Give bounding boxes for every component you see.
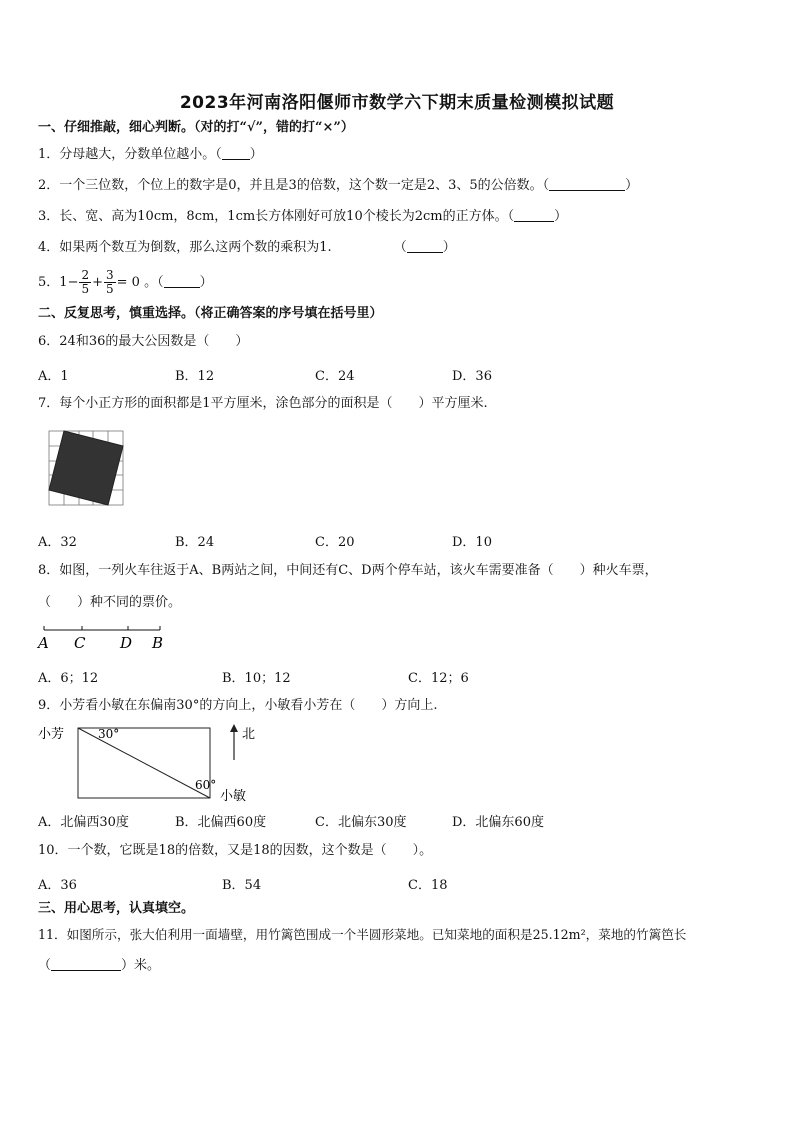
option-c[interactable]: C．20 (315, 535, 355, 550)
answer-blank[interactable] (549, 177, 625, 191)
option-c[interactable]: C．18 (408, 878, 448, 893)
station-line (36, 622, 176, 652)
question-1 (38, 146, 263, 164)
label-xiaomin: 小敏 (220, 789, 247, 804)
paren-close: ） (442, 240, 456, 255)
question-6: 6．24和36的最大公因数是（ ） (38, 334, 249, 349)
option-a[interactable]: A．32 (38, 535, 77, 550)
plus-sign: + (92, 275, 104, 290)
question-11-tail: ）米。 (121, 958, 161, 973)
question-7: 7．每个小正方形的面积都是1平方厘米，涂色部分的面积是（ ）平方厘米. (38, 396, 488, 411)
option-c[interactable]: C．24 (315, 369, 355, 384)
north-arrowhead-icon (230, 724, 238, 732)
question-5 (38, 268, 213, 298)
station-b-label: B (152, 634, 164, 652)
shaded-square (49, 431, 123, 505)
section-3-heading: 三、用心思考，认真填空。 (38, 901, 195, 916)
option-b[interactable]: B．12 (175, 369, 215, 384)
numerator: 3 (106, 268, 114, 282)
question-7-options (38, 531, 738, 549)
option-c[interactable]: C．北偏东30度 (315, 815, 407, 830)
paren-open: （ (38, 958, 52, 973)
angle-30: 30° (98, 727, 120, 741)
page-title: 2023年河南洛阳偃师市数学六下期末质量检测模拟试题 (179, 93, 615, 113)
fraction-three-fifths (104, 269, 116, 296)
answer-blank[interactable] (51, 957, 121, 971)
question-3 (38, 208, 567, 226)
option-d[interactable]: D．36 (452, 369, 492, 384)
question-10: 10．一个数，它既是18的倍数，又是18的因数，这个数是（ ）。 (38, 843, 433, 858)
minus-sign: − (67, 275, 79, 290)
label-north: 北 (242, 727, 256, 742)
option-b[interactable]: B．北偏西60度 (175, 815, 267, 830)
paren-close: ） (554, 209, 568, 224)
question-2-text: 2．一个三位数，个位上的数字是0，并且是3的倍数，这个数一定是2、3、5的公倍数。（ (38, 178, 550, 193)
option-b[interactable]: B．10；12 (222, 671, 291, 686)
denominator: 5 (81, 282, 90, 296)
question-10-options (38, 874, 738, 892)
option-d[interactable]: D．北偏东60度 (452, 815, 544, 830)
option-c[interactable]: C．12；6 (408, 671, 469, 686)
numerator: 2 (81, 268, 90, 282)
option-a[interactable]: A．1 (38, 369, 69, 384)
direction-figure (36, 720, 266, 806)
question-8-line2: （ ）种不同的票价。 (38, 595, 182, 610)
question-11: 11．如图所示，张大伯利用一面墙壁，用竹篱笆围成一个半圆形菜地。已知菜地的面积是25.12m²，菜地的竹篱笆长 (38, 927, 687, 942)
label-xiaofang: 小芳 (38, 727, 65, 742)
question-5-rest: = 0 。（ (116, 275, 164, 290)
section-1-heading: 一、仔细推敲，细心判断。（对的打“√”，错的打“×”） (38, 120, 354, 135)
question-4-text: 4．如果两个数互为倒数，那么这两个数的乘积为1. (38, 240, 332, 255)
denominator: 5 (106, 282, 114, 296)
station-d-label: D (120, 634, 133, 652)
question-9-options (38, 811, 738, 829)
question-6-options (38, 365, 738, 383)
expr-one: 1 (59, 275, 68, 290)
paren-close: ） (199, 275, 213, 290)
question-8-options (38, 667, 738, 685)
paren-open: （ (393, 240, 407, 255)
option-d[interactable]: D．10 (452, 535, 492, 550)
station-a-label: A (38, 634, 49, 652)
question-1-text: 1．分母越大，分数单位越小。（ (38, 147, 222, 162)
option-b[interactable]: B．24 (175, 535, 215, 550)
question-11-line2 (38, 957, 160, 975)
question-3-text: 3．长、宽、高为10cm，8cm，1cm长方体刚好可放10个棱长为2cm的正方体。（ (38, 209, 515, 224)
section-2-heading: 二、反复思考，慎重选择。（将正确答案的序号填在括号里） (38, 306, 383, 321)
question-8: 8．如图，一列火车往返于A、B两站之间，中间还有C、D两个停车站，该火车需要准备（ ）种火车票， (38, 563, 658, 578)
option-a[interactable]: A．6；12 (38, 671, 99, 686)
angle-60: 60° (195, 778, 217, 792)
option-a[interactable]: A．36 (38, 878, 77, 893)
question-2 (38, 177, 638, 195)
option-a[interactable]: A．北偏西30度 (38, 815, 129, 830)
option-b[interactable]: B．54 (222, 878, 262, 893)
answer-blank[interactable] (407, 239, 443, 253)
answer-blank[interactable] (514, 208, 554, 222)
paren-close: ） (249, 147, 263, 162)
station-c-label: C (74, 634, 86, 652)
question-4 (38, 239, 456, 257)
fraction-two-fifths (79, 269, 91, 296)
answer-blank[interactable] (222, 146, 250, 160)
paren-close: ） (625, 178, 639, 193)
answer-blank[interactable] (164, 274, 200, 288)
grid-figure (44, 426, 128, 510)
question-5-number: 5． (38, 275, 60, 290)
question-9: 9．小芳看小敏在东偏南30°的方向上，小敏看小芳在（ ）方向上. (38, 698, 438, 713)
